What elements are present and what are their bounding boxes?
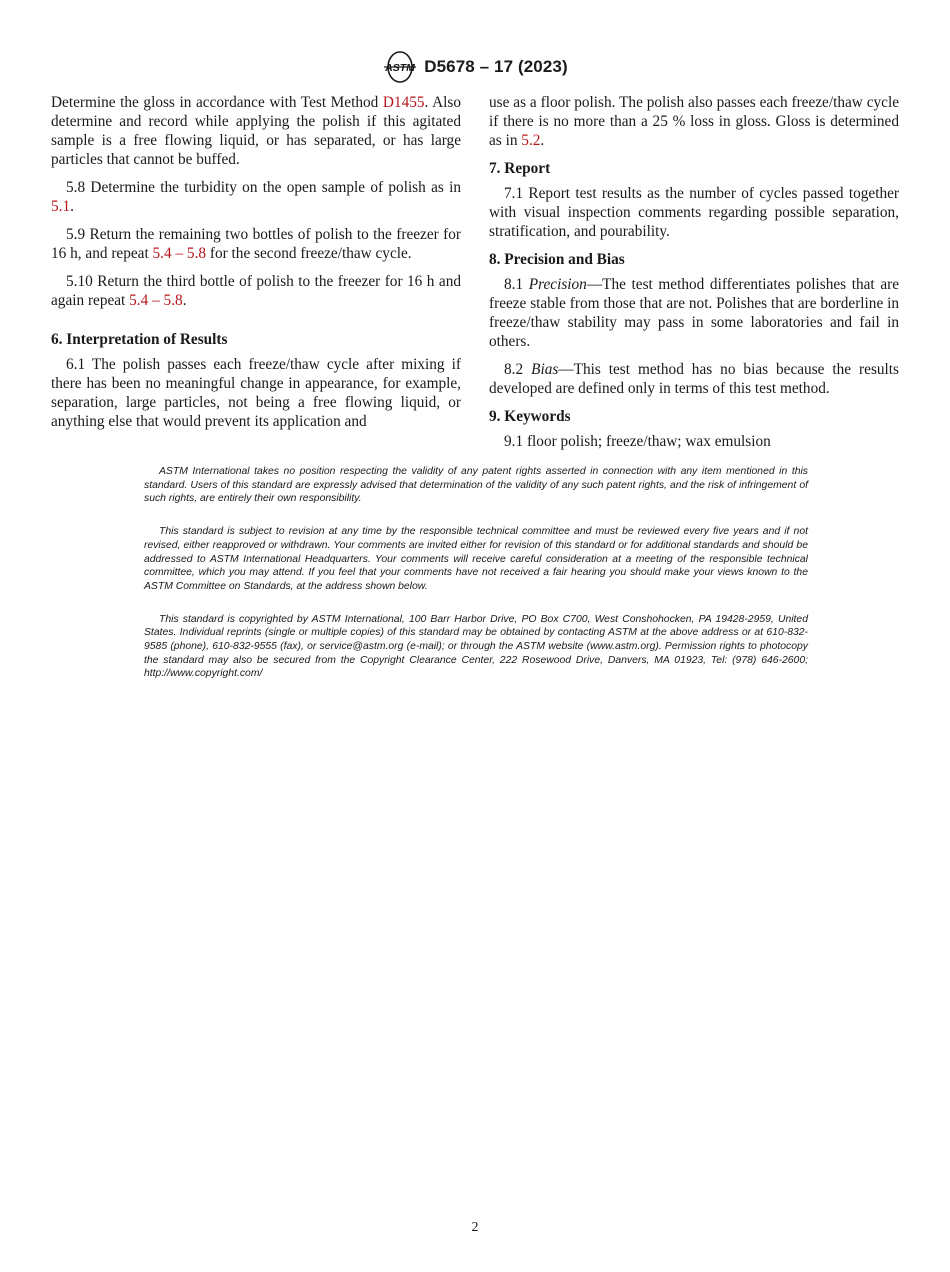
paragraph-8-2: 8.2 Bias—This test method has no bias because the results developed are defined only in terms of this test method. — [489, 361, 899, 397]
paragraph-5-7-continued: Determine the gloss in accordance with Test Method D1455. Also determine and record while applying the polish if this agitated sample is a free flowing liquid, or has separated, or has large particles that cannot be buffed. — [51, 94, 461, 168]
paragraph-5-9: 5.9 Return the remaining two bottles of polish to the freezer for 16 h, and repeat 5.4 – 5.8 for the second freeze/thaw cycle. — [51, 226, 461, 262]
link-section-5-1[interactable]: 5.1 — [51, 198, 71, 215]
paragraph-5-10: 5.10 Return the third bottle of polish to the freezer for 16 h and again repeat 5.4 – 5.8. — [51, 273, 461, 309]
left-column — [51, 93, 461, 440]
term-precision: Precision — [528, 276, 587, 293]
patent-notice: ASTM International takes no position respecting the validity of any patent rights asserted in connection with any item mentioned in this standard. Users of this standard are expressly advised that determination of the validity of any such patent rights, and the risk of infringement of such rights, are entirely their own responsibility. — [144, 466, 808, 505]
paragraph-5-8: 5.8 Determine the turbidity on the open sample of polish as in 5.1. — [51, 179, 461, 215]
link-sections-5-4-5-8[interactable]: 5.4 – 5.8 — [152, 245, 207, 262]
legal-notices — [144, 465, 808, 700]
section-heading-7: 7. Report — [489, 160, 551, 177]
header-inner — [382, 50, 567, 84]
section-heading-6: 6. Interpretation of Results — [51, 331, 228, 348]
link-section-5-2[interactable]: 5.2 — [521, 132, 541, 149]
section-heading-9: 9. Keywords — [489, 408, 571, 425]
copyright-notice: This standard is copyrighted by ASTM International, 100 Barr Harbor Drive, PO Box C700, West Conshohocken, PA 19428-2959, United States. Individual reprints (single or multiple copies) of this standard may be obtained by contacting ASTM at the above address or at 610-832-9585 (phone), 610-832-9555 (fax), or service@astm.org (e-mail); or through the ASTM website (www.astm.org). Permission rights to photocopy the standard may also be secured from the Copyright Clearance Center, 222 Rosewood Drive, Danvers, MA 01923, Tel: (978) 646-2600; http://www.copyright.com/ — [144, 613, 808, 680]
term-bias: Bias — [531, 361, 559, 378]
standard-designation: D5678 – 17 (2023) — [424, 57, 568, 76]
revision-notice: This standard is subject to revision at any time by the responsible technical committee and must be reviewed every five years and if not revised, either reapproved or withdrawn. Your comments are invited either for revision of this standard or for additional standards and should be addressed to ASTM International Headquarters. Your comments will receive careful consideration at a meeting of the responsible technical committee, which you may attend. If you feel that your comments have not received a fair hearing you should make your views known to the ASTM Committee on Standards, at the address shown below. — [144, 526, 808, 592]
link-sections-5-4-5-8-again[interactable]: 5.4 – 5.8 — [129, 292, 183, 309]
paragraph-6-1: 6.1 The polish passes each freeze/thaw cycle after mixing if there has been no meaningful change in appearance, for example, separation, large particles, not being a free flowing liquid, or anything else that would prevent its application and — [51, 356, 461, 430]
paragraph-8-1: 8.1 Precision—The test method differentiates polishes that are freeze stable from those that are not. Polishes that are borderline in freeze/thaw stability may pass in some laboratories and fail in others. — [489, 276, 899, 350]
astm-logo-icon — [382, 50, 418, 84]
right-column — [489, 93, 899, 460]
link-d1455[interactable]: D1455 — [382, 94, 425, 111]
paragraph-7-1: 7.1 Report test results as the number of cycles passed together with visual inspection comments regarding possible separation, stratification, and pourability. — [489, 185, 899, 240]
page-header — [0, 50, 950, 89]
section-heading-8: 8. Precision and Bias — [489, 251, 625, 268]
paragraph-6-1-continued: use as a floor polish. The polish also passes each freeze/thaw cycle if there is no more than a 25 % loss in gloss. Gloss is determined as in 5.2. — [489, 94, 899, 149]
svg-text:ASTM: ASTM — [385, 62, 416, 74]
page-number: 2 — [471, 1220, 479, 1235]
paragraph-9-1: 9.1 floor polish; freeze/thaw; wax emulsion — [504, 433, 771, 450]
